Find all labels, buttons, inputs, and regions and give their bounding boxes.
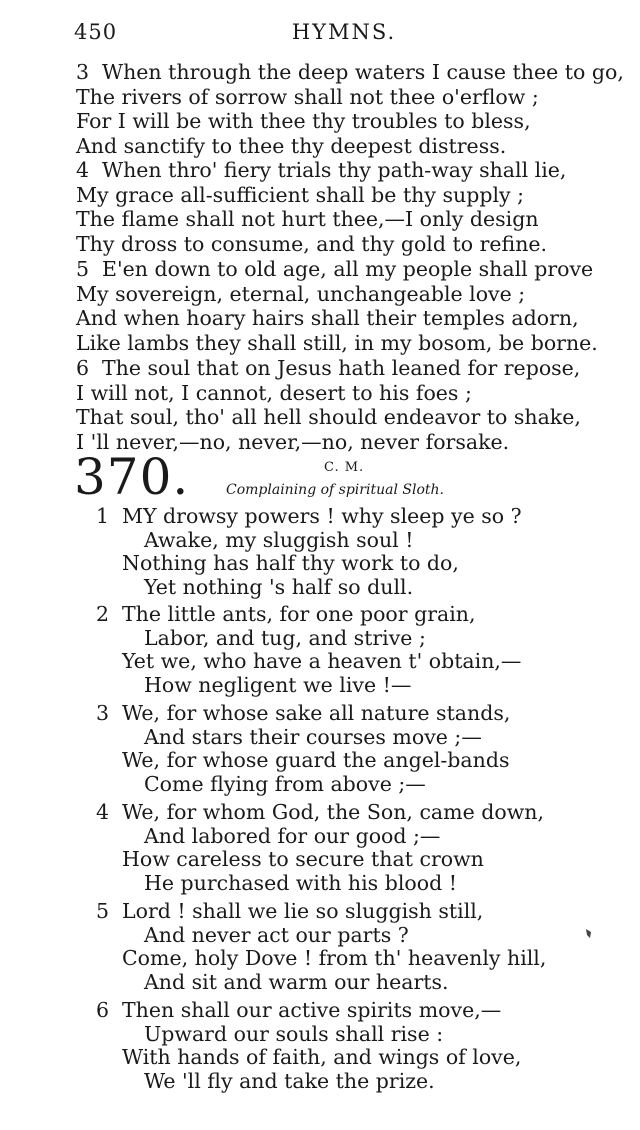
prev-stanza-5 — [76, 257, 636, 355]
stanza-line: And stars their courses move ;— — [144, 724, 482, 749]
stanza-line: We, for whose guard the angel-bands — [122, 748, 510, 772]
running-title: HYMNS. — [291, 20, 397, 44]
stanza-line: My sovereign, eternal, unchangeable love ; — [76, 281, 526, 306]
stanza-line: 2 The little ants, for one poor grain, — [96, 602, 476, 626]
stanza-number: 6 — [76, 356, 90, 380]
stanza-line: How careless to secure that crown — [122, 847, 484, 871]
stanza-line: Yet nothing 's half so dull. — [144, 574, 414, 599]
hymn-heading — [74, 448, 634, 506]
hymn-stanza-3 — [96, 702, 636, 796]
stanza-line: With hands of faith, and wings of love, — [122, 1045, 522, 1069]
stanza-line: How negligent we live !— — [144, 672, 412, 697]
stanza-line: 1 MY drowsy powers ! why sleep ye so ? — [96, 504, 522, 528]
stanza-line: I will not, I cannot, desert to his foes ; — [76, 380, 472, 405]
ink-speck — [584, 928, 594, 940]
stanza-line: 5 E'en down to old age, all my people shall prove — [76, 257, 594, 281]
hymn-subtitle: Complaining of spiritual Sloth. — [226, 482, 444, 498]
stanza-line: And never act our parts ? — [144, 922, 409, 947]
stanza-line: For I will be with thee thy troubles to bless, — [76, 109, 531, 133]
stanza-line: 4 We, for whom God, the Son, came down, — [96, 800, 544, 824]
stanza-line: Like lambs they shall still, in my bosom, be borne. — [76, 330, 598, 355]
stanza-number: 4 — [76, 158, 90, 182]
stanza-line: 5 Lord ! shall we lie so sluggish still, — [96, 899, 484, 923]
stanza-number: 3 — [76, 60, 90, 84]
page-header — [74, 20, 614, 50]
hymn-stanza-5 — [96, 900, 636, 994]
stanza-line: 4 When thro' fiery trials thy path-way shall lie, — [76, 158, 567, 182]
hymn-number: 370. — [74, 448, 190, 506]
stanza-line: Awake, my sluggish soul ! — [144, 527, 414, 552]
stanza-line: Upward our souls shall rise : — [144, 1021, 444, 1046]
stanza-number: 2 — [96, 602, 110, 626]
stanza-line: Thy dross to consume, and thy gold to refine. — [76, 231, 548, 256]
stanza-number: 5 — [96, 899, 110, 923]
hymn-stanza-2 — [96, 603, 636, 697]
page-number: 450 — [74, 20, 118, 44]
stanza-number: 3 — [96, 701, 110, 725]
stanza-line: My grace all-sufficient shall be thy supply ; — [76, 182, 525, 207]
prev-stanza-3 — [76, 60, 636, 158]
stanza-line: And labored for our good ;— — [144, 823, 441, 848]
stanza-number: 1 — [96, 504, 110, 528]
stanza-line: 3 When through the deep waters I cause thee to go, — [76, 60, 624, 84]
stanza-number: 4 — [96, 800, 110, 824]
prev-stanza-6 — [76, 356, 636, 454]
hymn-stanza-4 — [96, 801, 636, 895]
stanza-line: Come, holy Dove ! from th' heavenly hill, — [122, 946, 547, 970]
hymn-stanza-6 — [96, 999, 636, 1093]
stanza-line: Labor, and tug, and strive ; — [144, 625, 426, 650]
stanza-line: I 'll never,—no, never,—no, never forsake. — [76, 429, 510, 454]
hymn-meter: C. M. — [324, 460, 365, 475]
stanza-line: Nothing has half thy work to do, — [122, 551, 459, 575]
prev-stanza-4 — [76, 158, 636, 256]
stanza-line: 6 Then shall our active spirits move,— — [96, 998, 502, 1022]
stanza-line: That soul, tho' all hell should endeavor to shake, — [76, 405, 581, 429]
stanza-line: And sanctify to thee thy deepest distress. — [76, 133, 507, 158]
stanza-line: And when hoary hairs shall their temples adorn, — [76, 306, 579, 330]
stanza-line: The flame shall not hurt thee,—I only design — [76, 207, 539, 231]
stanza-number: 6 — [96, 998, 110, 1022]
stanza-number: 5 — [76, 257, 90, 281]
stanza-line: 3 We, for whose sake all nature stands, — [96, 701, 511, 725]
stanza-line: Yet we, who have a heaven t' obtain,— — [122, 649, 522, 673]
stanza-line: We 'll fly and take the prize. — [144, 1068, 435, 1093]
stanza-line: 6 The soul that on Jesus hath leaned for repose, — [76, 356, 581, 380]
stanza-line: Come flying from above ;— — [144, 771, 426, 796]
stanza-line: The rivers of sorrow shall not thee o'erflow ; — [76, 84, 539, 109]
hymn-stanza-1 — [96, 505, 636, 599]
stanza-line: He purchased with his blood ! — [144, 870, 457, 895]
stanza-line: And sit and warm our hearts. — [144, 969, 449, 994]
